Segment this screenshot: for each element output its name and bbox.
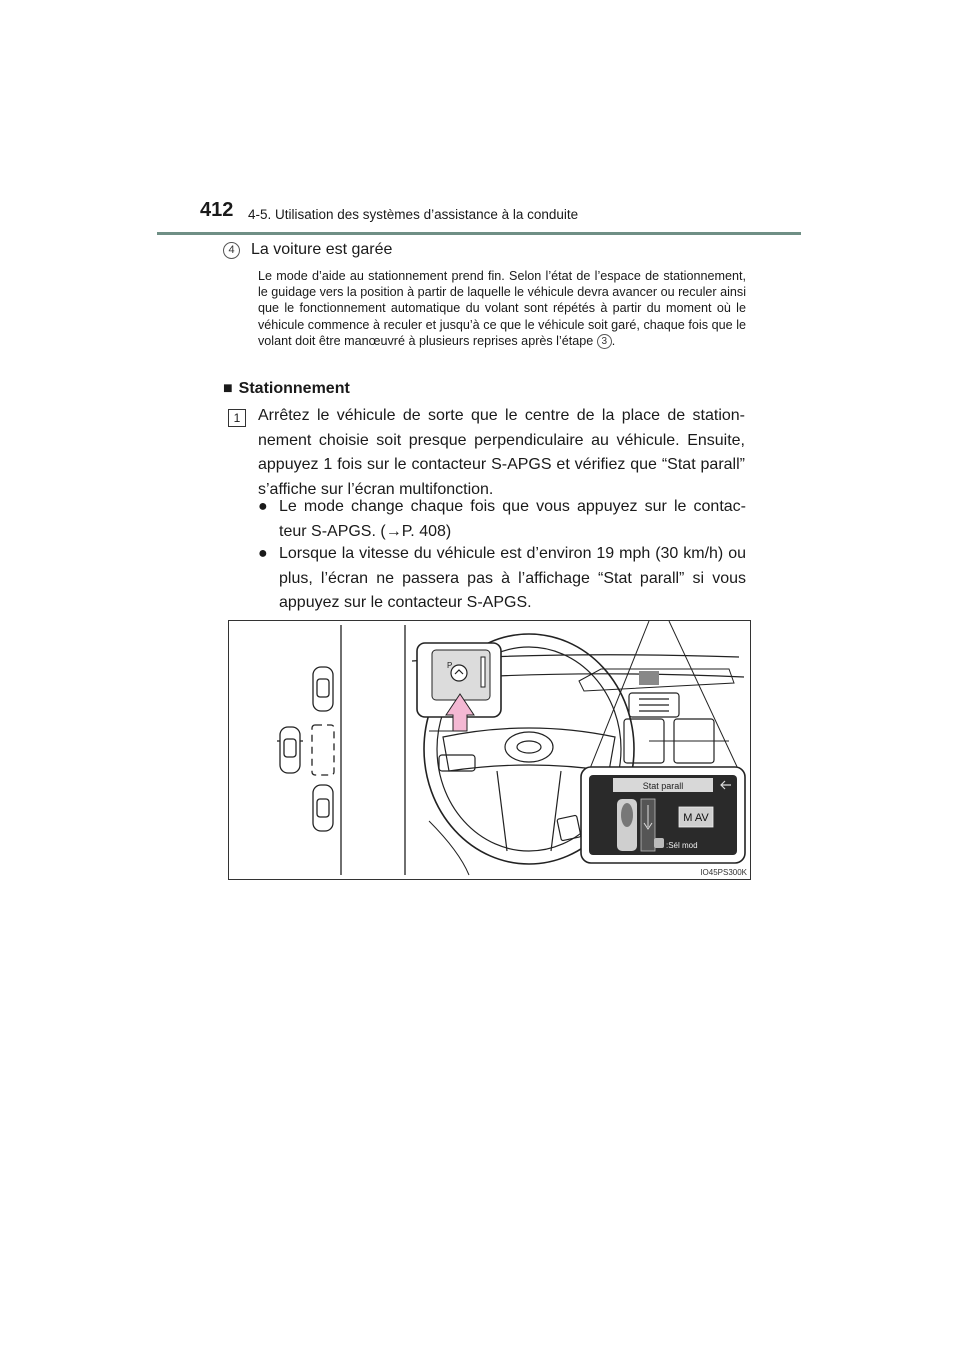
stationnement-heading-text: Stationnement <box>238 380 350 397</box>
center-display-slot <box>639 671 659 685</box>
bullet-text: Le mode change chaque fois que vous appuyez sur le contac-teur S-APGS. (→P. 408) <box>279 498 746 540</box>
header-rule <box>157 232 801 235</box>
figure-code: IO45PS300K <box>700 868 747 877</box>
parked-car-icon <box>313 667 333 711</box>
step-3-reference-marker: 3 <box>597 334 612 349</box>
heading-square-icon: ■ <box>223 380 233 397</box>
step-4-title-text: La voiture est garée <box>251 241 393 258</box>
target-parking-space <box>312 725 334 775</box>
step-1-marker: 1 <box>228 409 246 427</box>
car-position-icon <box>621 803 633 827</box>
s-apgs-button-icon <box>451 665 467 681</box>
stationnement-heading <box>223 380 350 398</box>
screen-title: Stat parall <box>642 781 684 791</box>
page-number: 412 <box>200 199 234 221</box>
switch-letter: P <box>447 661 453 670</box>
bullet-icon: ● <box>258 498 268 515</box>
screen-hint: :Sél mod <box>666 841 698 850</box>
bullet-text: Lorsque la vitesse du véhicule est d’environ 19 mph (30 km/h) ou plus, l’écran ne passera pas à l’affichage “Stat parall” si vous appuyez sur le contacteur S-APGS. <box>279 545 746 611</box>
parking-diagram <box>277 625 405 875</box>
own-car-icon <box>277 727 303 773</box>
illustration-figure <box>228 620 751 880</box>
bullet-icon: ● <box>258 545 268 562</box>
step-4-title <box>223 241 392 259</box>
s-apgs-switch-callout <box>417 643 501 731</box>
step-4-body-end: . <box>611 333 616 348</box>
step-4-body-text: Le mode d’aide au stationnement prend fin. Selon l’état de l’espace de stationnement, le guidage vers la position à partir de laquelle le véhicule devra avancer ou reculer ainsi que le fonctionnement automatique du volant sont répétés à partir du moment où le véhicule commence à reculer et jusqu’à ce que le véhicule soit garé, chaque fois que le volant doit être manœuvré à plusieurs reprises après l’étape <box>258 269 746 348</box>
screen-mode-label: M AV <box>683 812 709 824</box>
step-4-marker: 4 <box>223 242 240 259</box>
section-title: 4-5. Utilisation des systèmes d’assistance à la conduite <box>248 207 579 222</box>
parked-car-icon <box>313 785 333 831</box>
step-4-body <box>258 268 746 349</box>
step-1-text: Arrêtez le véhicule de sorte que le centre de la place de station-nement choisie soit presque perpendiculaire au véhicule. Ensuite, appuyez 1 fois sur le contacteur S-APGS et vérifiez que “Stat parall” s’affiche sur l’écran multifonction. <box>258 407 745 498</box>
